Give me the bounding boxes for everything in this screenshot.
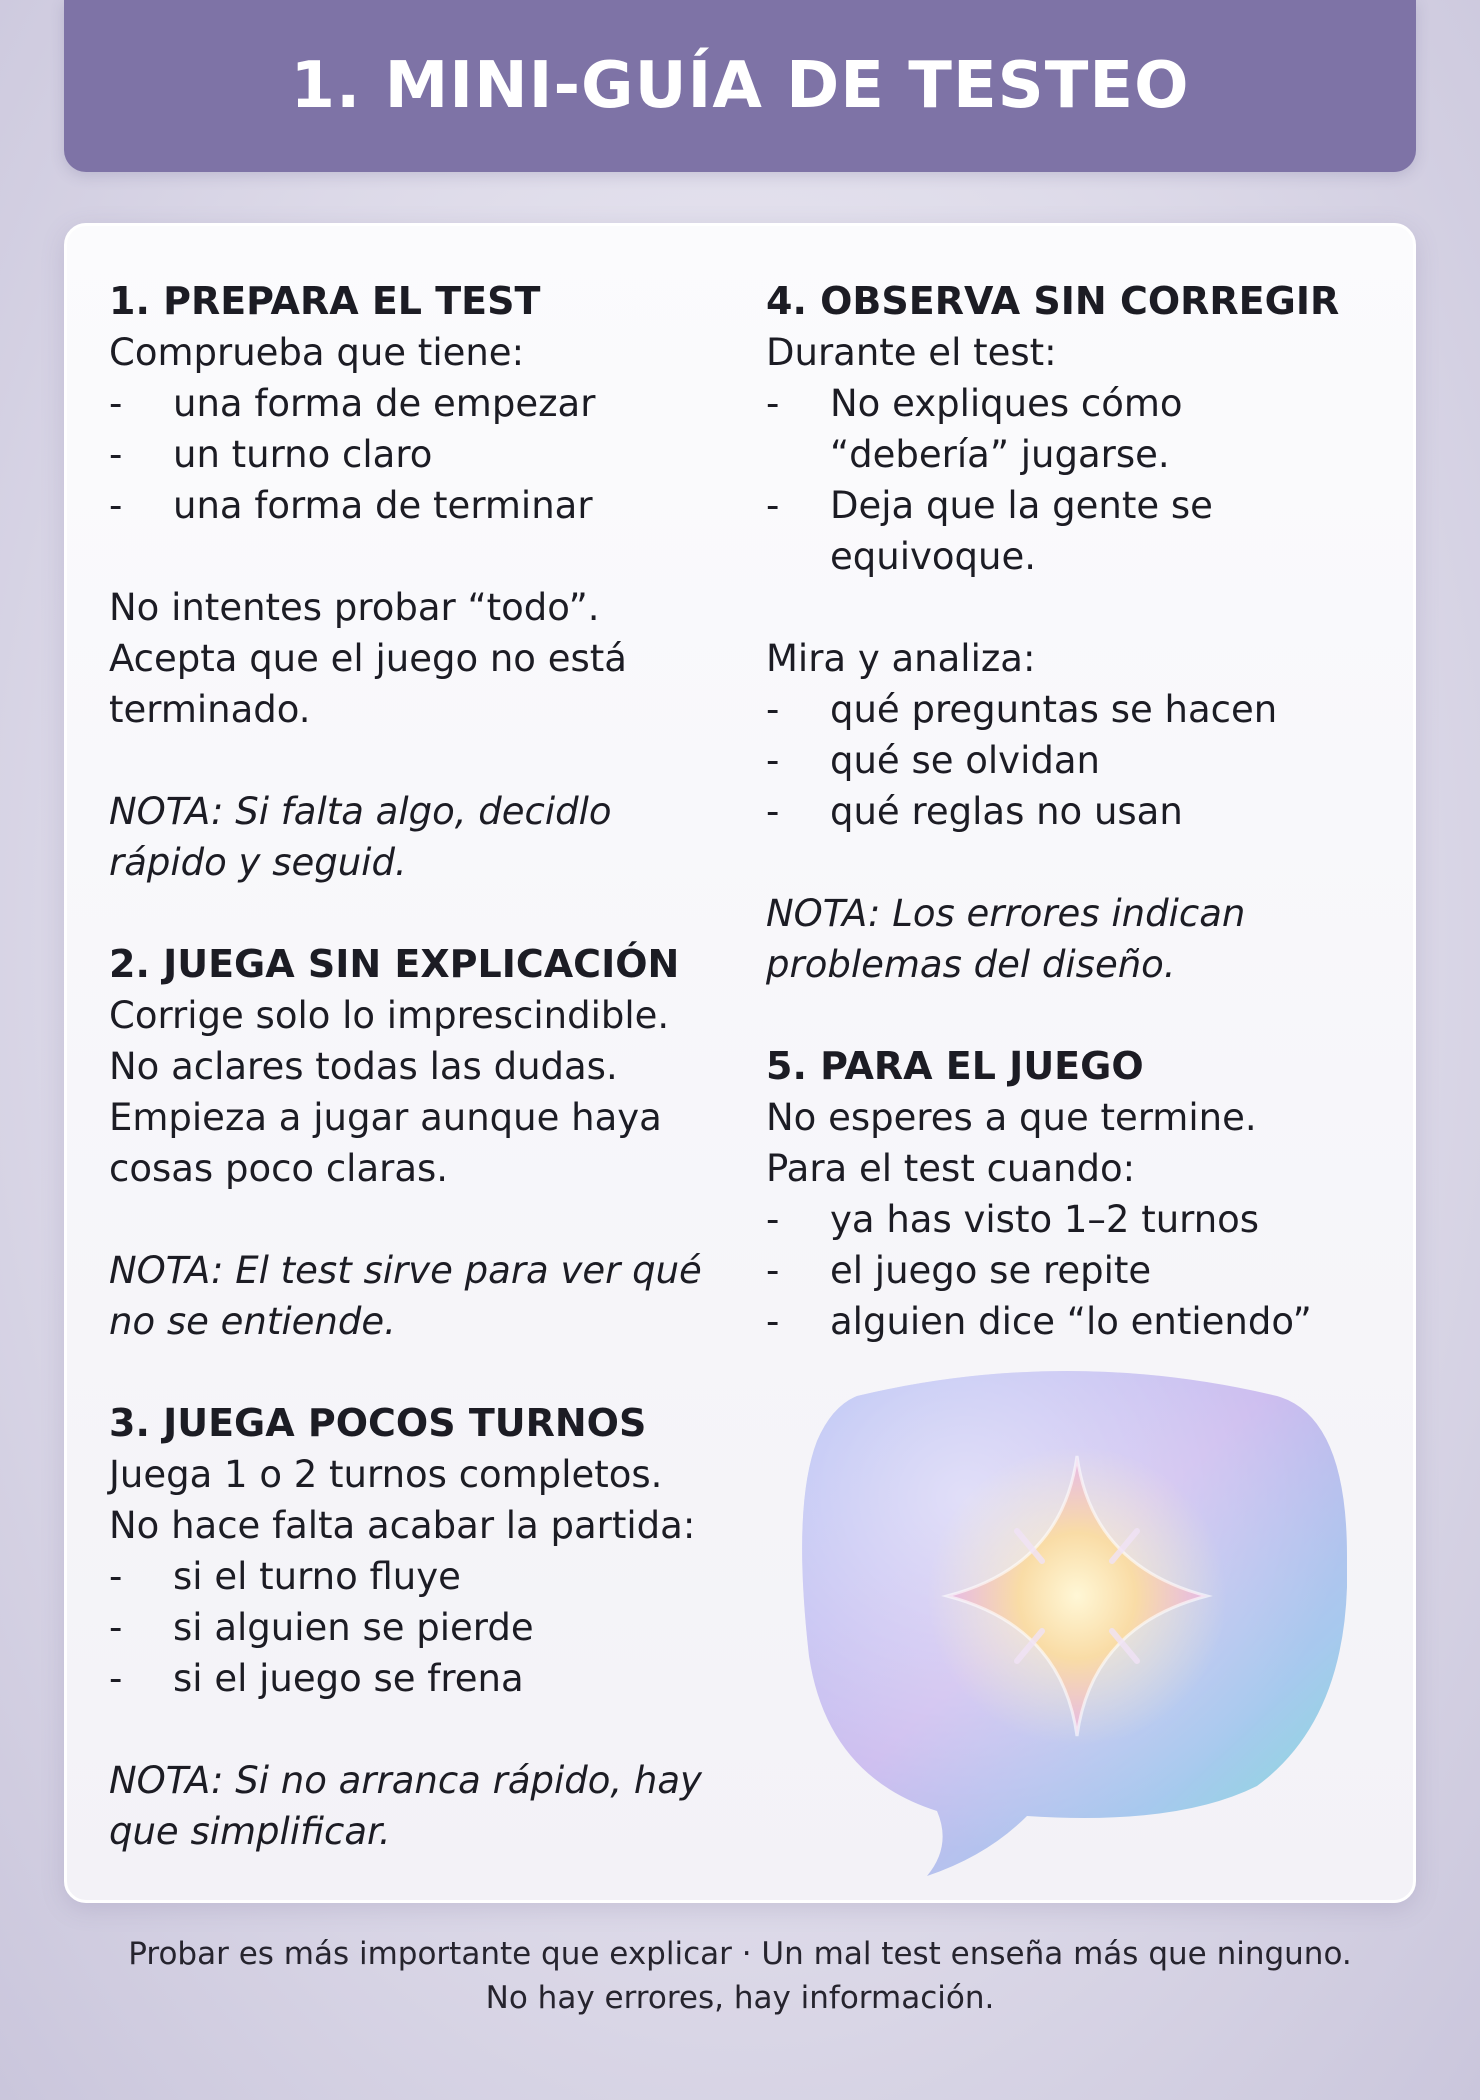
list-item-text: qué reglas no usan	[830, 790, 1183, 833]
paragraph-line: No esperes a que termine.	[766, 1096, 1257, 1139]
list-item-text: una forma de terminar	[173, 484, 593, 527]
dash-marker: -	[766, 1249, 780, 1292]
paragraph-line: Juega 1 o 2 turnos completos.	[109, 1453, 663, 1496]
dash-marker: -	[109, 1657, 123, 1700]
sparkle-chat-bubble-icon	[787, 1356, 1347, 1896]
list-item-text: si el turno fluye	[173, 1555, 461, 1598]
list-item	[109, 378, 739, 429]
page-header	[64, 0, 1416, 172]
dash-marker: -	[766, 1300, 780, 1343]
bullet-list	[766, 684, 1386, 837]
paragraph-line: Acepta que el juego no está	[109, 637, 627, 680]
section-heading: 2. JUEGA SIN EXPLICACIÓN	[109, 942, 680, 986]
list-item	[109, 1551, 739, 1602]
list-item	[766, 378, 1386, 480]
list-item-text: “debería” jugarse.	[830, 433, 1170, 476]
list-item	[109, 1653, 739, 1704]
list-item	[109, 1602, 739, 1653]
section-intro: Durante el test:	[766, 331, 1057, 374]
section-prepara	[109, 276, 739, 888]
section-intro: Comprueba que tiene:	[109, 331, 525, 374]
dash-marker: -	[766, 790, 780, 833]
note-line: no se entiende.	[109, 1300, 396, 1343]
bullet-list	[766, 378, 1386, 582]
note-line: NOTA: El test sirve para ver qué	[109, 1249, 702, 1292]
dash-marker: -	[766, 1198, 780, 1241]
list-item	[766, 1296, 1386, 1347]
list-item-text: qué se olvidan	[830, 739, 1100, 782]
section-heading: 1. PREPARA EL TEST	[109, 279, 541, 323]
section-para-el-juego	[766, 1041, 1386, 1347]
dash-marker: -	[109, 382, 123, 425]
list-item-text: si el juego se frena	[173, 1657, 524, 1700]
section-heading: 3. JUEGA POCOS TURNOS	[109, 1401, 647, 1445]
list-item-text: un turno claro	[173, 433, 433, 476]
list-item	[766, 480, 1386, 582]
bullet-list	[766, 1194, 1386, 1347]
dash-marker: -	[766, 382, 780, 425]
note-line: rápido y seguid.	[109, 841, 407, 884]
section-heading: 5. PARA EL JUEGO	[766, 1044, 1144, 1088]
left-column	[109, 276, 739, 1908]
page-title: 1. MINI-GUÍA DE TESTEO	[290, 49, 1190, 123]
note-line: NOTA: Si falta algo, decidlo	[109, 790, 612, 833]
paragraph-line: No hace falta acabar la partida:	[109, 1504, 696, 1547]
dash-marker: -	[766, 484, 780, 527]
note-line: NOTA: Si no arranca rápido, hay	[109, 1759, 702, 1802]
section-intro: Mira y analiza:	[766, 637, 1036, 680]
paragraph-line: Empieza a jugar aunque haya	[109, 1096, 662, 1139]
list-item-text: No expliques cómo	[830, 382, 1183, 425]
paragraph-line: Para el test cuando:	[766, 1147, 1136, 1190]
list-item-text: alguien dice “lo entiendo”	[830, 1300, 1312, 1343]
list-item-text: una forma de empezar	[173, 382, 596, 425]
footer-line: No hay errores, hay información.	[485, 1980, 995, 2016]
list-item	[766, 735, 1386, 786]
section-observa	[766, 276, 1386, 990]
section-heading: 4. OBSERVA SIN CORREGIR	[766, 279, 1340, 323]
dash-marker: -	[109, 433, 123, 476]
list-item-text: ya has visto 1–2 turnos	[830, 1198, 1260, 1241]
paragraph-line: terminado.	[109, 688, 311, 731]
list-item-text: equivoque.	[830, 535, 1036, 578]
right-column	[766, 276, 1386, 1398]
section-juega-sin-explicacion	[109, 939, 739, 1347]
guide-card	[64, 223, 1416, 1903]
dash-marker: -	[766, 739, 780, 782]
list-item-text: Deja que la gente se	[830, 484, 1213, 527]
list-item	[766, 1194, 1386, 1245]
list-item-text: el juego se repite	[830, 1249, 1152, 1292]
list-item	[109, 480, 739, 531]
section-juega-pocos-turnos	[109, 1398, 739, 1857]
paragraph-line: Corrige solo lo imprescindible.	[109, 994, 670, 1037]
dash-marker: -	[109, 484, 123, 527]
dash-marker: -	[109, 1555, 123, 1598]
list-item	[766, 786, 1386, 837]
footer	[0, 1932, 1480, 2020]
list-item	[766, 1245, 1386, 1296]
footer-line: Probar es más importante que explicar · Un mal test enseña más que ninguno.	[128, 1936, 1352, 1972]
note-line: NOTA: Los errores indican	[766, 892, 1246, 935]
list-item-text: si alguien se pierde	[173, 1606, 534, 1649]
paragraph-line: No intentes probar “todo”.	[109, 586, 600, 629]
dash-marker: -	[766, 688, 780, 731]
list-item-text: qué preguntas se hacen	[830, 688, 1278, 731]
list-item	[766, 684, 1386, 735]
list-item	[109, 429, 739, 480]
note-line: problemas del diseño.	[766, 943, 1176, 986]
bullet-list	[109, 378, 739, 531]
bullet-list	[109, 1551, 739, 1704]
paragraph-line: No aclares todas las dudas.	[109, 1045, 618, 1088]
dash-marker: -	[109, 1606, 123, 1649]
note-line: que simplificar.	[109, 1810, 391, 1853]
paragraph-line: cosas poco claras.	[109, 1147, 449, 1190]
